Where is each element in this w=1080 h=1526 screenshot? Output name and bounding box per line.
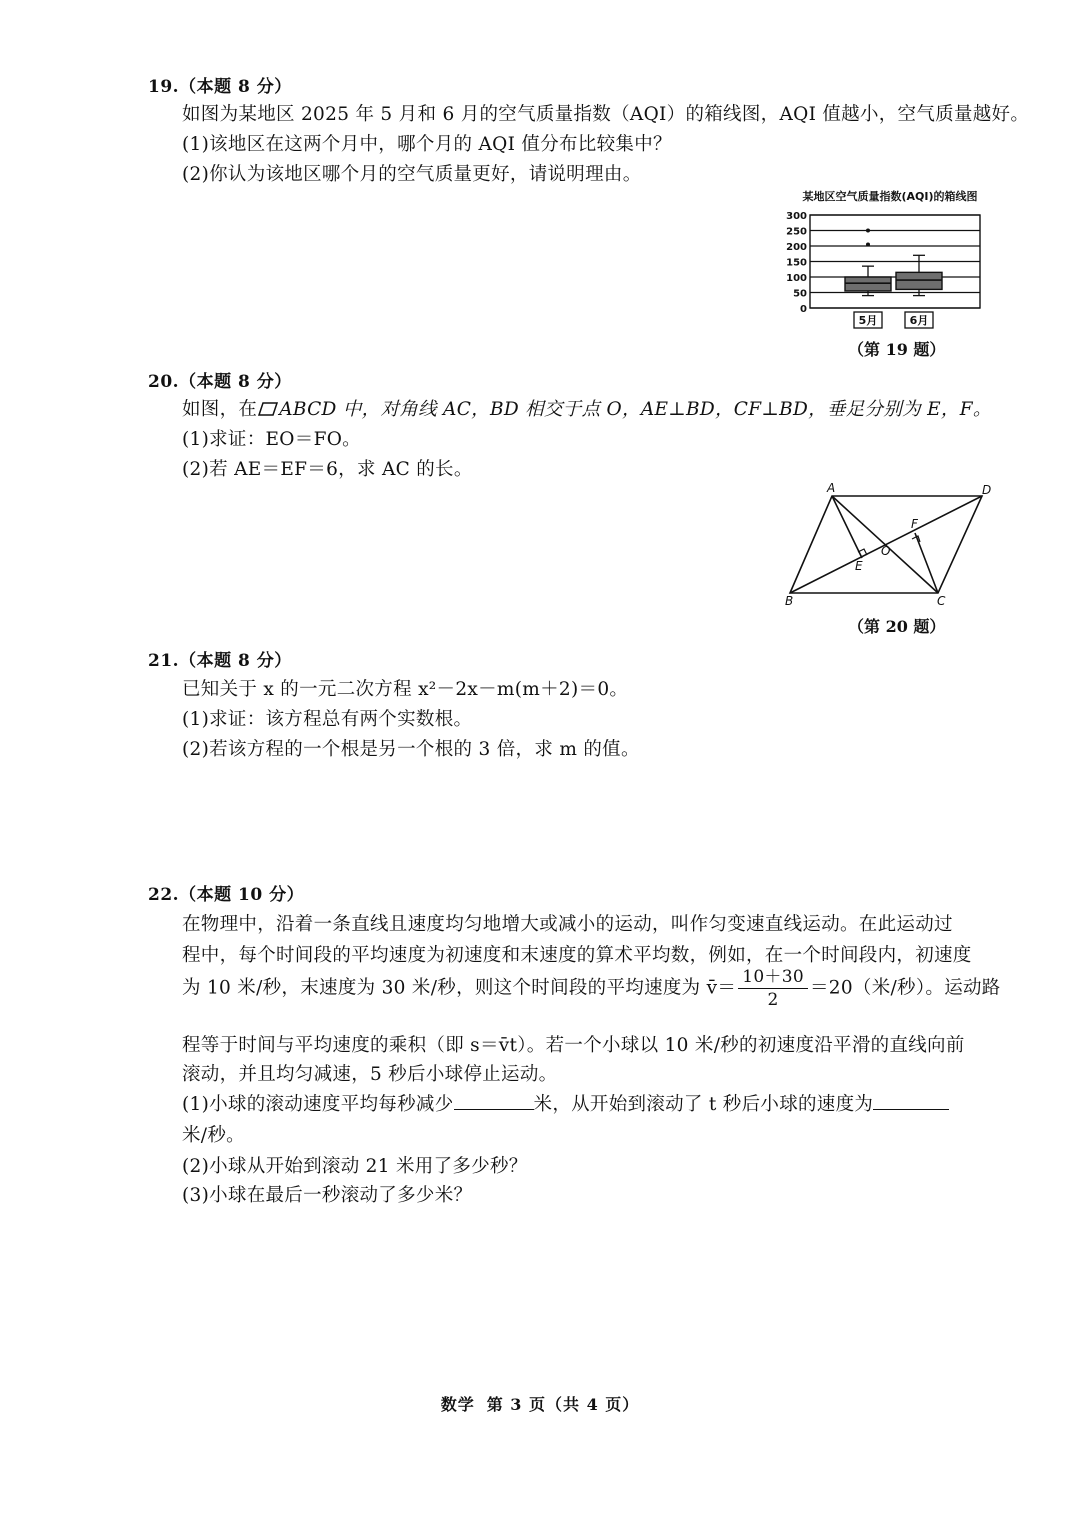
footer-page-number: 第 3 页（共 4 页） xyxy=(486,1395,640,1414)
question-21-stem: 已知关于 x 的一元二次方程 x²－2x－m(m＋2)＝0。 xyxy=(182,679,629,700)
question-20-stem-start: 如图，在 xyxy=(182,399,258,420)
question-22-part-1 xyxy=(182,1090,949,1116)
y-tick-label: 50 xyxy=(793,288,807,300)
question-19-stem: 如图为某地区 2025 年 5 月和 6 月的空气质量指数（AQI）的箱线图，AQI 值越小，空气质量越好。 xyxy=(182,104,1030,125)
label-o: O xyxy=(881,544,891,558)
y-tick-label: 250 xyxy=(786,226,807,238)
question-19-heading: 19.（本题 8 分） xyxy=(148,77,292,97)
category-label: 6月 xyxy=(909,314,929,327)
question-22-part-1-unit: 米/秒。 xyxy=(182,1125,245,1146)
question-21-part-2: (2)若该方程的一个根是另一个根的 3 倍，求 m 的值。 xyxy=(182,739,640,760)
question-20-stem xyxy=(182,395,992,421)
question-22-line-3 xyxy=(182,966,1001,1011)
question-22-line-1: 在物理中，沿着一条直线且速度均匀地增大或减小的运动，叫作匀变速直线运动。在此运动过 xyxy=(182,914,953,935)
y-tick-label: 300 xyxy=(786,211,807,222)
answer-blank-2[interactable] xyxy=(873,1091,949,1110)
question-22-line-4: 程等于时间与平均速度的乘积（即 s＝v̄t）。若一个小球以 10 米/秒的初速度沿平滑的直线向前 xyxy=(182,1035,965,1056)
average-speed-fraction xyxy=(738,966,808,1011)
page-footer xyxy=(0,1392,1080,1415)
outlier-point xyxy=(866,229,870,233)
parallelogram-figure xyxy=(780,478,1000,613)
y-tick-label: 100 xyxy=(786,273,807,284)
question-20-part-1: (1)求证：EO＝FO。 xyxy=(182,429,361,450)
y-tick-label: 150 xyxy=(786,257,807,269)
question-22-heading: 22.（本题 10 分） xyxy=(148,885,305,905)
y-tick-label: 0 xyxy=(800,304,807,315)
parallelogram-symbol-icon xyxy=(258,402,278,416)
question-19-part-1: (1)该地区在这两个月中，哪个月的 AQI 值分布比较集中？ xyxy=(182,134,672,155)
label-b: B xyxy=(785,594,794,608)
question-20-part-2: (2)若 AE＝EF＝6，求 AC 的长。 xyxy=(182,459,473,480)
chart-title: 某地区空气质量指数(AQI)的箱线图 xyxy=(802,190,978,203)
label-e: E xyxy=(855,559,863,573)
outlier-point xyxy=(866,242,870,246)
segment-ae xyxy=(832,496,862,558)
question-19-part-2: (2)你认为该地区哪个月的空气质量更好，请说明理由。 xyxy=(182,164,642,185)
footer-subject: 数学 xyxy=(440,1395,475,1414)
aqi-boxplot-chart xyxy=(780,185,1000,335)
label-d: D xyxy=(982,483,992,497)
question-22-line-2: 程中，每个时间段的平均速度为初速度和末速度的算术平均数，例如，在一个时间段内，初速度 xyxy=(182,945,972,966)
answer-blank-1[interactable] xyxy=(454,1091,534,1110)
question-22-line-5: 滚动，并且均匀减速，5 秒后小球停止运动。 xyxy=(182,1064,558,1085)
label-a: A xyxy=(827,481,836,495)
question-22-part-2: (2)小球从开始到滚动 21 米用了多少秒？ xyxy=(182,1156,528,1177)
question-20-heading: 20.（本题 8 分） xyxy=(148,372,292,392)
label-f: F xyxy=(911,517,918,531)
question-21-heading: 21.（本题 8 分） xyxy=(148,651,292,671)
y-tick-label: 200 xyxy=(786,242,807,253)
label-c: C xyxy=(937,594,946,608)
figure-20-caption: （第 20 题） xyxy=(848,617,946,636)
question-22-line-3-start: 为 10 米/秒，末速度为 30 米/秒，则这个时间段的平均速度为 v̄＝ xyxy=(182,977,737,999)
question-21-part-1: (1)求证：该方程总有两个实数根。 xyxy=(182,709,473,730)
question-22-part-1-mid: 米，从开始到滚动了 t 秒后小球的速度为 xyxy=(533,1094,874,1115)
fraction-denominator: 2 xyxy=(767,990,779,1010)
category-label: 5月 xyxy=(858,314,878,327)
question-22-line-3-end: ＝20（米/秒）。运动路 xyxy=(809,977,1001,999)
question-22-part-1-start: (1)小球的滚动速度平均每秒减少 xyxy=(182,1094,454,1115)
question-20-stem-rest: ABCD 中，对角线 AC，BD 相交于点 O，AE⊥BD，CF⊥BD，垂足分别为 E，F。 xyxy=(279,399,992,420)
question-22-part-3: (3)小球在最后一秒滚动了多少米？ xyxy=(182,1185,473,1206)
segment-cf xyxy=(915,533,938,593)
fraction-numerator: 10＋30 xyxy=(738,966,808,989)
figure-19-caption: （第 19 题） xyxy=(848,340,946,359)
